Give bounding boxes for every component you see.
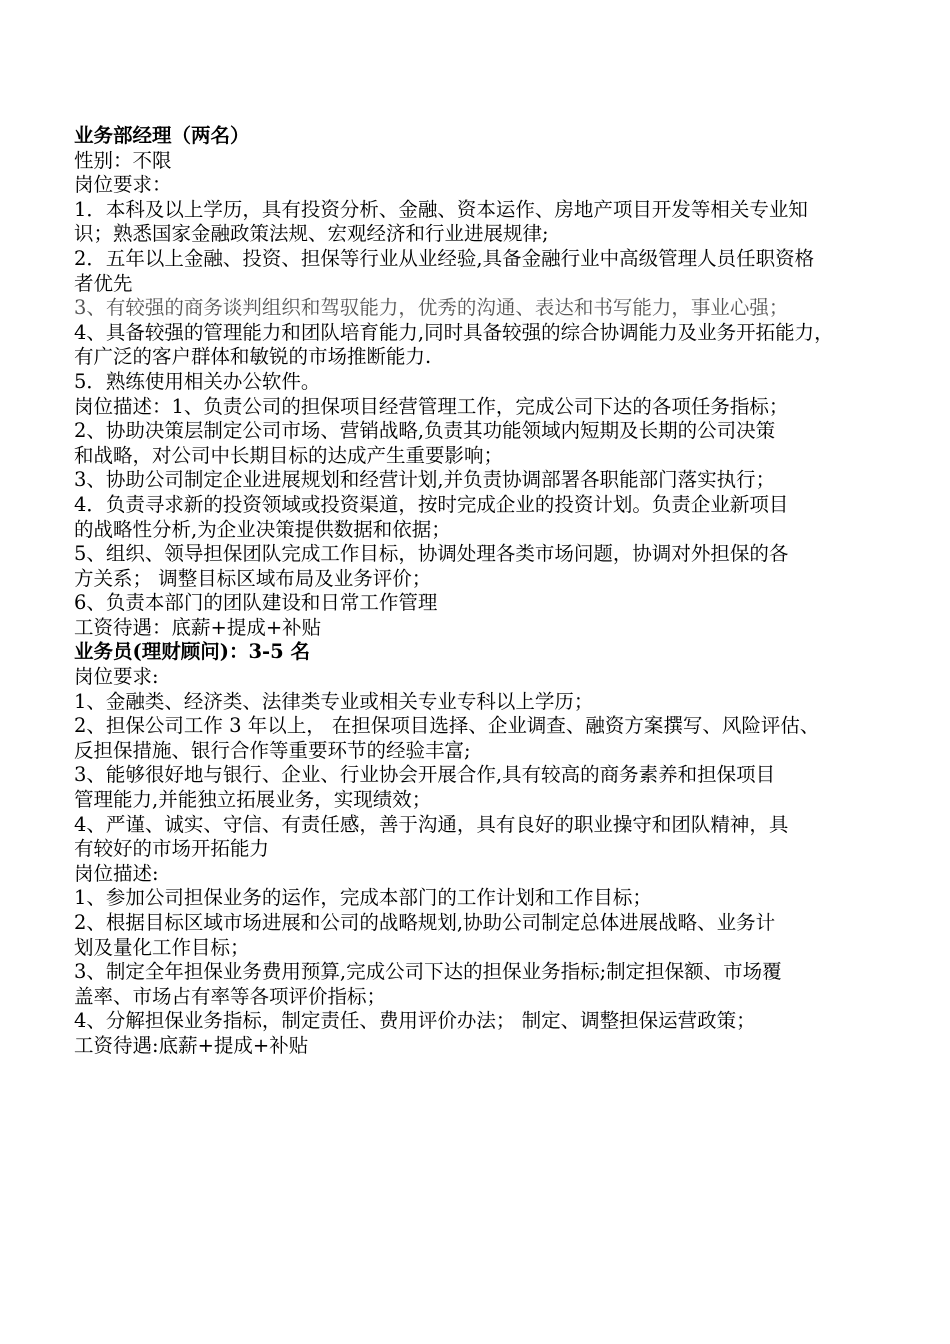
requirement-2-line-2: 反担保措施、银行合作等重要环节的经验丰富; [74,738,471,762]
section-title-business-manager: 业务部经理（两名） [74,124,250,147]
description-5-line-1: 5、组织、领导担保团队完成工作目标，协调处理各类市场问题，协调对外担保的各 [74,542,789,566]
description-3-line-2: 盖率、市场占有率等各项评价指标； [74,984,387,1008]
description-3-line-1: 3、制定全年担保业务费用预算,完成公司下达的担保业务指标;制定担保额、市场覆 [74,960,782,984]
requirement-3-line-1: 3、能够很好地与银行、企业、行业协会开展合作,具有较高的商务素养和担保项目 [74,763,776,787]
description-4-line-1: 4．负责寻求新的投资领域或投资渠道，按时完成企业的投资计划。负责企业新项目 [74,492,789,516]
description-heading: 岗位描述: [74,861,159,885]
description-6: 6、负责本部门的团队建设和日常工作管理 [74,591,438,615]
requirement-2-line-1: 2、担保公司工作 3 年以上， 在担保项目选择、企业调查、融资方案撰写、风险评估、 [74,714,820,738]
requirement-2-line-1: 2．五年以上金融、投资、担保等行业从业经验,具备金融行业中高级管理人员任职资格 [74,246,815,270]
section-title-financial-advisor: 业务员(理财顾问)：3-5 名 [74,640,310,664]
description-5-line-2: 方关系； 调整目标区域布局及业务评价； [74,566,432,590]
requirement-1-line-1: 1．本科及以上学历，具有投资分析、金融、资本运作、房地产项目开发等相关专业知 [74,197,808,221]
document-body [74,124,942,1059]
description-2-line-2: 划及量化工作目标； [74,935,250,959]
requirement-2-line-2: 者优先 [74,271,133,295]
description-4-line-2: 的战略性分析,为企业决策提供数据和依据； [74,517,451,541]
description-1: 岗位描述：1、负责公司的担保项目经营管理工作，完成公司下达的各项任务指标； [74,394,789,418]
requirement-4-line-1: 4、具备较强的管理能力和团队培育能力,同时具备较强的综合协调能力及业务开拓能力， [74,320,834,344]
description-2-line-2: 和战略，对公司中长期目标的达成产生重要影响； [74,443,504,467]
requirement-3-line-2: 管理能力,并能独立拓展业务，实现绩效； [74,788,432,812]
description-2-line-1: 2、协助决策层制定公司市场、营销战略,负责其功能领域内短期及长期的公司决策 [74,419,776,443]
requirement-4-line-1: 4、严谨、诚实、守信、有责任感，善于沟通，具有良好的职业操守和团队精神，具 [74,812,789,836]
requirement-1-line-2: 识；熟悉国家金融政策法规、宏观经济和行业进展规律; [74,222,549,246]
requirement-4-line-2: 有较好的市场开拓能力 [74,837,270,861]
requirement-5: 5．熟练使用相关办公软件。 [74,369,321,393]
description-1: 1、参加公司担保业务的运作，完成本部门的工作计划和工作目标； [74,886,652,910]
description-3: 3、协助公司制定企业进展规划和经营计划,并负责协调部署各职能部门落实执行； [74,468,776,492]
gender-line: 性别：不限 [74,148,172,172]
salary-line: 工资待遇：底薪+提成+补贴 [74,615,322,639]
salary-line: 工资待遇:底薪+提成+补贴 [74,1033,309,1057]
requirements-heading: 岗位要求： [74,173,172,197]
description-4: 4、分解担保业务指标，制定责任、费用评价办法； 制定、调整担保运营政策； [74,1009,756,1033]
requirement-1: 1、金融类、经济类、法律类专业或相关专业专科以上学历； [74,689,594,713]
requirements-heading: 岗位要求: [74,665,159,689]
requirement-4-line-2: 有广泛的客户群体和敏锐的市场推断能力. [74,345,432,369]
requirement-3: 3、有较强的商务谈判组织和驾驭能力，优秀的沟通、表达和书写能力，事业心强； [74,296,789,320]
description-2-line-1: 2、根据目标区域市场进展和公司的战略规划,协助公司制定总体进展战略、业务计 [74,911,776,934]
